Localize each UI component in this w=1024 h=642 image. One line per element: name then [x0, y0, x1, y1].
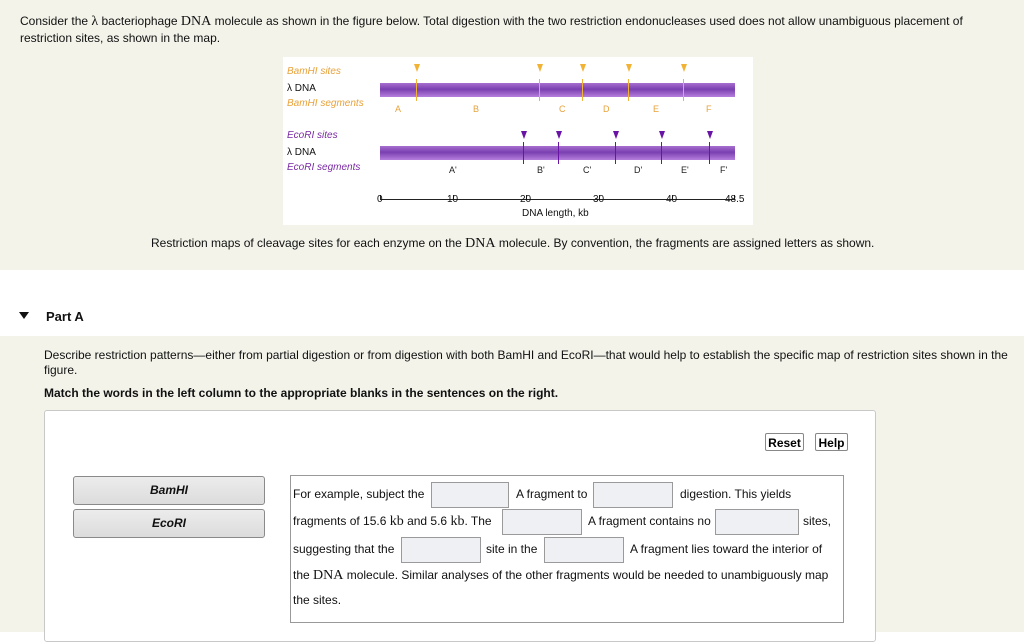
ecori-segment-label: B' [537, 165, 545, 175]
bamhi-site-marker [580, 64, 586, 72]
ecori-segment-label: F' [720, 165, 728, 175]
axis-title: DNA length, kb [522, 208, 589, 219]
sentence-fragment: . The [464, 514, 492, 528]
sentence-text [293, 514, 492, 530]
ecori-segments-label: EcoRI segments [287, 162, 361, 173]
drop-blank-3[interactable] [502, 509, 582, 535]
ecori-segment-label: E' [681, 165, 689, 175]
question-text: Describe restriction patterns—either from partial digestion or from digestion with both BamHI and EcoRI—that would help to establish the specific map of restriction sites shown in the figure. [44, 348, 1008, 377]
reset-button[interactable]: Reset [765, 433, 804, 451]
sentence-text: site in the [486, 542, 538, 556]
draggable-chip-ecori[interactable]: EcoRI [73, 509, 265, 538]
axis-tick-label: 48.5 [725, 194, 745, 205]
bamhi-site-marker [681, 64, 687, 72]
axis-tick-label: 40 [666, 194, 678, 205]
sentence-text: sites, [803, 514, 832, 528]
bamhi-segment-label: E [653, 104, 660, 114]
sentence-kb-unit: kb [389, 514, 404, 529]
sentence-fragment: and 5.6 [403, 514, 451, 528]
ecori-sites-label: EcoRI sites [287, 130, 338, 141]
ecori-site-marker [521, 131, 527, 139]
sentence-fragment: the [293, 568, 314, 582]
restriction-map-figure [283, 57, 753, 225]
sentence-fragment: molecule. Similar analyses of the other fragments would be needed to unambiguously map [343, 568, 829, 582]
intro-text [20, 13, 1000, 46]
bamhi-segment-label: D [603, 104, 610, 114]
bamhi-sites-label: BamHI sites [287, 66, 341, 77]
sentence-text: For example, subject the [293, 487, 425, 501]
draggable-chip-bamhi[interactable]: BamHI [73, 476, 265, 505]
bamhi-cut-line [539, 79, 540, 101]
ecori-segment-label: A' [449, 165, 457, 175]
ecori-cut-line [661, 142, 662, 164]
bamhi-site-marker [537, 64, 543, 72]
bamhi-site-marker [626, 64, 632, 72]
ecori-cut-line [615, 142, 616, 164]
sentence-text: A fragment to [516, 487, 588, 501]
ecori-segment-label: D' [634, 165, 643, 175]
axis-tick-label: 30 [593, 194, 605, 205]
ecori-site-marker [613, 131, 619, 139]
lambda-dna-label-top: λ DNA [287, 83, 316, 94]
bamhi-segments-label: BamHI segments [287, 98, 364, 109]
drop-blank-4[interactable] [715, 509, 799, 535]
sentence-text: suggesting that the [293, 542, 395, 556]
bamhi-segment-label: A [395, 104, 402, 114]
lambda-dna-label-bottom: λ DNA [287, 147, 316, 158]
ecori-site-marker [556, 131, 562, 139]
intro-panel [0, 0, 1024, 270]
sentence-area [290, 475, 844, 623]
intro-text-b: bacteriophage [98, 14, 181, 28]
lambda-dna-bar-bamhi [380, 83, 735, 97]
bamhi-segment-label: C [559, 104, 566, 114]
caption-text-b: molecule. By convention, the fragments are assigned letters as shown. [495, 236, 875, 250]
ecori-cut-line [709, 142, 710, 164]
ecori-cut-line [558, 142, 559, 164]
sentence-text: A fragment contains no [588, 514, 711, 528]
bamhi-cut-line [628, 79, 629, 101]
bamhi-cut-line [416, 79, 417, 101]
caption-text-a: Restriction maps of cleavage sites for each enzyme on the [151, 236, 466, 250]
intro-text-a: Consider the [20, 14, 92, 28]
collapse-arrow-icon[interactable] [19, 312, 29, 319]
intro-lambda: λ [91, 14, 99, 29]
part-title: Part A [46, 309, 84, 324]
sentence-fragment: fragments of 15.6 [293, 514, 390, 528]
bamhi-cut-line [582, 79, 583, 101]
drop-blank-1[interactable] [431, 482, 509, 508]
sentence-text: digestion. This yields [680, 487, 792, 501]
ecori-cut-line [523, 142, 524, 164]
bamhi-segment-label: B [473, 104, 480, 114]
ecori-site-marker [659, 131, 665, 139]
sentence-text [293, 568, 828, 584]
axis-tick-label: 10 [447, 194, 459, 205]
help-button[interactable]: Help [815, 433, 848, 451]
figure-caption [151, 236, 874, 252]
intro-dna: DNA [180, 14, 212, 29]
length-axis [380, 199, 735, 200]
matching-exercise [44, 410, 876, 642]
drop-blank-6[interactable] [544, 537, 624, 563]
intro-text-c: molecule as shown in the figure below. Total digestion with the two restriction endonucleases used does not allow unambiguous placement of restriction sites, as shown in the map. [20, 14, 963, 45]
axis-tick-label: 0 [377, 194, 383, 205]
part-a-header[interactable] [0, 300, 1024, 334]
caption-dna: DNA [465, 236, 496, 251]
bamhi-segment-label: F [706, 104, 712, 114]
drop-blank-5[interactable] [401, 537, 481, 563]
ecori-segment-label: C' [583, 165, 592, 175]
sentence-text: A fragment lies toward the interior of [630, 542, 823, 556]
sentence-text: the sites. [293, 593, 342, 607]
bamhi-site-marker [414, 64, 420, 72]
axis-tick-label: 20 [520, 194, 532, 205]
ecori-site-marker [707, 131, 713, 139]
sentence-kb-unit: kb [450, 514, 465, 529]
drop-blank-2[interactable] [593, 482, 673, 508]
sentence-dna: DNA [313, 568, 344, 583]
instruction-text: Match the words in the left column to the appropriate blanks in the sentences on the right. [44, 386, 559, 400]
bamhi-cut-line [683, 79, 684, 101]
